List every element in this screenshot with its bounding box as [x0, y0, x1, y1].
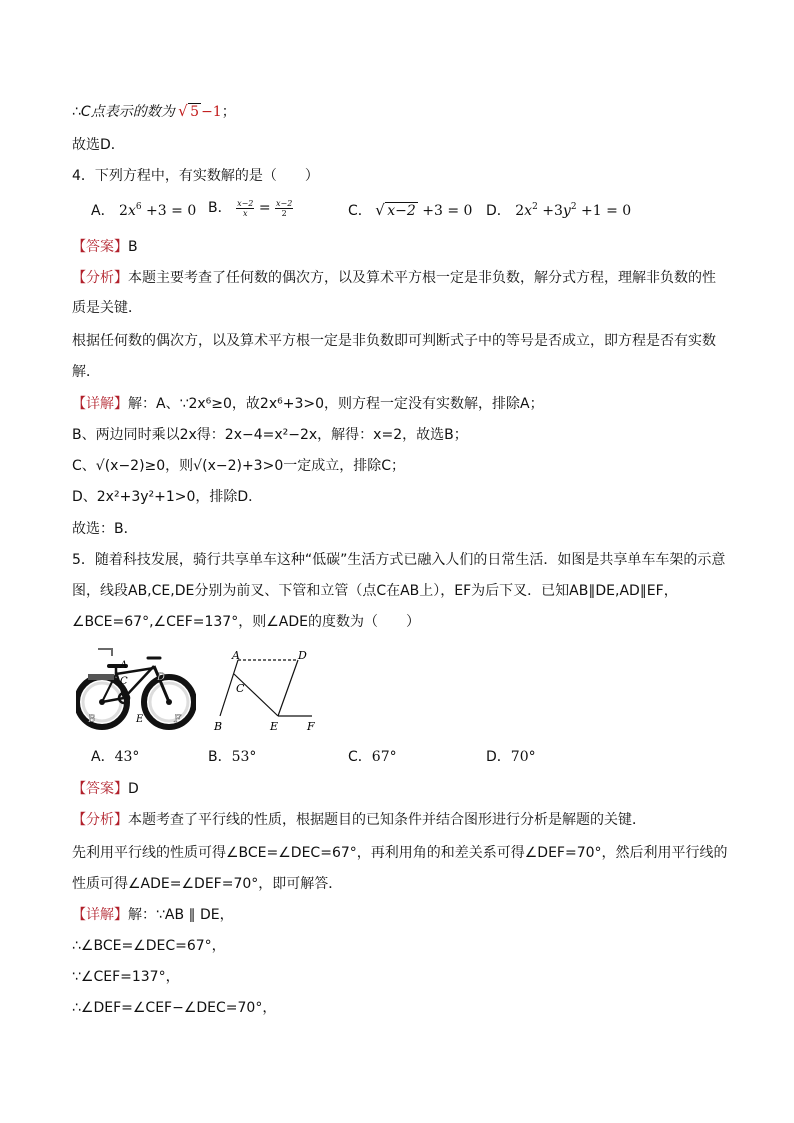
q4-detail-1: 【详解】解：A、∵2x⁶≥0，故2x⁶+3>0，则方程一定没有实数解，排除A；: [72, 396, 544, 412]
q3-result-line: ∴C点表示的数为 √ 5 −1；: [72, 102, 236, 122]
q5-option-a: A．43°: [91, 749, 140, 765]
q5-stem-1: 5．随着科技发展，骑行共享单车这种“低碳”生活方式已融入人们的日常生活．如图是共享单车车架的示意: [72, 552, 726, 568]
q4-analysis-1: 【分析】本题主要考查了任何数的偶次方，以及算术平方根一定是非负数，解分式方程，理解非负数的性: [72, 270, 716, 286]
q5-detail-2: ∴∠BCE=∠DEC=67°，: [72, 938, 226, 954]
q3-result-text: C点表示的数为: [80, 104, 175, 120]
q5-stem-2: 图，线段AB,CE,DE分别为前叉、下管和立管（点C在AB上），EF为后下叉．已知AB∥DE,AD∥EF，: [72, 583, 678, 599]
q4-detail-3: C、√(x−2)≥0，则√(x−2)+3>0一定成立，排除C；: [72, 458, 405, 474]
q5-option-c: C．67°: [348, 749, 397, 765]
q5-analysis-3: 性质可得∠ADE=∠DEF=70°，即可解答．: [72, 876, 343, 892]
bicycle-illustration: [76, 644, 196, 736]
q4-option-b: B． $\frac{x-2}{x}$ = $\frac{x-2}{2}$: [208, 198, 293, 218]
diagram-label-a: A: [232, 649, 240, 662]
q4-conclusion: 故选：B．: [72, 521, 138, 537]
therefore-symbol: ∴: [72, 104, 81, 120]
diagram-label-c: C: [236, 682, 245, 695]
bike-label-b: B: [88, 714, 96, 725]
q5-detail-3: ∵∠CEF=137°，: [72, 969, 180, 985]
q4-detail-2: B、两边同时乘以2x得：2x−4=x²−2x，解得：x=2，故选B；: [72, 427, 468, 443]
q4-option-c-expr: √ x−2 +3 = 0: [376, 203, 472, 219]
sqrt-expression: √ 5: [179, 102, 201, 122]
q4-analysis-4: 解．: [72, 364, 100, 380]
q4-option-d: D． $2x^2 +3y^2 +1 = 0$: [486, 202, 632, 219]
q4-analysis-3: 根据任何数的偶次方，以及算术平方根一定是非负数即可判断式子中的等号是否成立，即方程是否有实数: [72, 333, 716, 349]
q3-conclusion: 故选D．: [72, 137, 125, 153]
q5-analysis-2: 先利用平行线的性质可得∠BCE=∠DEC=67°，再利用角的和差关系可得∠DEF=70°，然后利用平行线的: [72, 845, 728, 861]
q5-detail-4: ∴∠DEF=∠CEF−∠DEC=70°，: [72, 1000, 277, 1016]
q5-stem-3: ∠BCE=67°,∠CEF=137°，则∠ADE的度数为（ ）: [72, 614, 420, 630]
q5-analysis-1: 【分析】本题考查了平行线的性质，根据题目的已知条件并结合图形进行分析是解题的关键．: [72, 812, 646, 828]
q5-option-d: D．70°: [486, 749, 536, 765]
q4-option-c: C． √ x−2 +3 = 0: [348, 201, 472, 221]
bike-label-a: A: [120, 660, 128, 671]
q4-option-d-expr: $2x^2 +3y^2 +1 = 0$: [515, 202, 632, 219]
q5-detail-1: 【详解】解：∵AB ∥ DE，: [72, 907, 234, 923]
q4-option-b-expr: $\frac{x-2}{x}$ = $\frac{x-2}{2}$: [237, 198, 293, 218]
q5-answer: 【答案】D: [72, 781, 139, 797]
diagram-label-b: B: [214, 720, 223, 733]
q4-answer: 【答案】B: [72, 239, 138, 255]
q5-option-b: B．53°: [208, 749, 257, 765]
diagram-label-d: D: [298, 649, 307, 662]
diagram-label-f: F: [307, 720, 315, 733]
q4-detail-4: D、2x²+3y²+1>0，排除D．: [72, 489, 263, 505]
frame-diagram: [210, 644, 328, 736]
bike-label-d: D: [157, 672, 166, 683]
segment-ce: [234, 674, 278, 716]
q4-option-a: A． $2x^6 +3 = 0$: [91, 202, 197, 219]
q4-analysis-2: 质是关键．: [72, 300, 142, 316]
q4-stem: 4．下列方程中，有实数解的是（ ）: [72, 168, 319, 184]
bike-label-c: C: [120, 676, 128, 687]
diagram-label-e: E: [270, 720, 279, 733]
segment-de: [278, 660, 298, 716]
bike-label-e: E: [136, 714, 144, 725]
q4-option-a-expr: $2x^6 +3 = 0$: [119, 202, 197, 219]
bike-label-f: F: [174, 714, 181, 725]
